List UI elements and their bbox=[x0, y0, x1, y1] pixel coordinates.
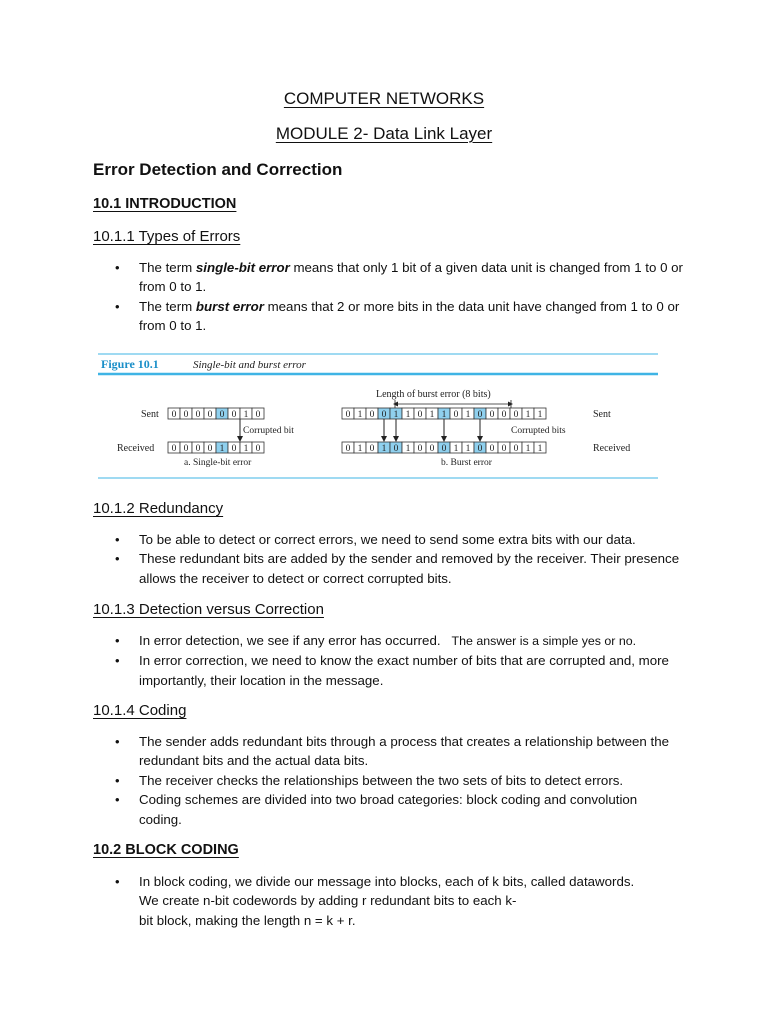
detection-list bbox=[93, 631, 683, 690]
section-coding-heading: 10.1.4 Coding bbox=[93, 702, 187, 719]
list-item: • The term single-bit error means that only 1 bit of a given data unit is changed from 1 to 0 or from 0 to 1. bbox=[93, 258, 683, 297]
burst-arrow-head bbox=[381, 436, 387, 442]
section-block-coding-heading: 10.2 BLOCK CODING bbox=[93, 842, 239, 858]
burst-arrows bbox=[381, 419, 483, 442]
burst-received-bit-value: 0 bbox=[417, 444, 423, 454]
burst-sent-bit-value: 0 bbox=[345, 410, 351, 420]
burst-sent-bit-value: 0 bbox=[501, 410, 507, 420]
burst-received-bit-value: 1 bbox=[453, 444, 459, 454]
figure-10-1 bbox=[93, 350, 665, 482]
single-sent-label: Sent bbox=[141, 409, 159, 420]
single-sent-bit-value: 0 bbox=[183, 410, 189, 420]
burst-received-bit-value: 1 bbox=[405, 444, 411, 454]
burst-sent-bit-value: 0 bbox=[381, 410, 387, 420]
burst-received-bit-value: 0 bbox=[513, 444, 519, 454]
burst-received-bits bbox=[342, 442, 546, 454]
list-item: • In error correction, we need to know the exact number of bits that are corrupted and, more importantly, their location in the message. bbox=[93, 651, 683, 690]
burst-sent-bit-value: 1 bbox=[465, 410, 471, 420]
bullet-line: We create n-bit codewords by adding r redundant bits to each k- bbox=[139, 893, 517, 909]
single-sent-bits bbox=[168, 408, 264, 420]
single-received-bit-value: 0 bbox=[231, 444, 237, 454]
burst-received-bit-value: 0 bbox=[501, 444, 507, 454]
single-sent-bit-value: 0 bbox=[171, 410, 177, 420]
list-item: • In error detection, we see if any error has occurred. The answer is a simple yes or no. bbox=[93, 631, 683, 651]
coding-list bbox=[93, 732, 683, 829]
list-item bbox=[93, 872, 683, 930]
burst-sent-bit-value: 0 bbox=[453, 410, 459, 420]
burst-arrow-head bbox=[477, 436, 483, 442]
list-item: • The sender adds redundant bits through a process that creates a relationship between the redundant bits and the actual data bits. bbox=[93, 732, 683, 771]
module-title: MODULE 2- Data Link Layer bbox=[275, 124, 493, 143]
single-sent-bit-value: 1 bbox=[243, 410, 249, 420]
single-sent-bit-value: 0 bbox=[231, 410, 237, 420]
burst-arrow-head bbox=[393, 436, 399, 442]
section-intro-heading: 10.1 INTRODUCTION bbox=[93, 196, 237, 212]
burst-sent-label: Sent bbox=[593, 409, 611, 420]
single-sent-bit-value: 0 bbox=[219, 410, 225, 420]
single-received-bit-value: 0 bbox=[207, 444, 213, 454]
types-of-errors-list bbox=[93, 258, 683, 336]
burst-length-arrow-left bbox=[393, 402, 398, 407]
bullet-line: bit block, making the length n = k + r. bbox=[139, 912, 356, 928]
burst-received-bit-value: 0 bbox=[441, 444, 447, 454]
burst-received-bit-value: 1 bbox=[465, 444, 471, 454]
list-item: • Coding schemes are divided into two broad categories: block coding and convolution coding. bbox=[93, 790, 683, 829]
burst-received-bit-value: 0 bbox=[393, 444, 399, 454]
burst-length-arrow-right bbox=[508, 402, 513, 407]
single-sent-bit-value: 0 bbox=[207, 410, 213, 420]
figure-caption: Single-bit and burst error bbox=[193, 359, 306, 371]
course-title: COMPUTER NETWORKS bbox=[283, 89, 485, 108]
list-item: • The receiver checks the relationships between the two sets of bits to detect errors. bbox=[93, 771, 683, 790]
single-received-bit-value: 0 bbox=[255, 444, 261, 454]
redundancy-list bbox=[93, 530, 683, 588]
section-detection-heading: 10.1.3 Detection versus Correction bbox=[93, 601, 324, 618]
figure-number: Figure 10.1 bbox=[101, 357, 159, 371]
burst-sent-bit-value: 0 bbox=[477, 410, 483, 420]
burst-sent-bit-value: 0 bbox=[417, 410, 423, 420]
single-sublabel: a. Single-bit error bbox=[184, 458, 252, 468]
single-received-label: Received bbox=[117, 443, 155, 454]
list-item: • These redundant bits are added by the sender and removed by the receiver. Their presence allows the receiver to detect or correct corrupted bits. bbox=[93, 549, 683, 588]
burst-sent-bit-value: 1 bbox=[393, 410, 399, 420]
single-received-bit-value: 1 bbox=[219, 444, 225, 454]
burst-sent-bit-value: 1 bbox=[405, 410, 411, 420]
burst-received-bit-value: 0 bbox=[369, 444, 375, 454]
single-sent-bit-value: 0 bbox=[195, 410, 201, 420]
section-redundancy-heading: 10.1.2 Redundancy bbox=[93, 500, 224, 517]
single-corrupted-label: Corrupted bit bbox=[243, 426, 294, 436]
burst-received-bit-value: 0 bbox=[345, 444, 351, 454]
burst-arrow-head bbox=[441, 436, 447, 442]
burst-received-bit-value: 1 bbox=[525, 444, 531, 454]
burst-sent-bit-value: 1 bbox=[441, 410, 447, 420]
burst-sublabel: b. Burst error bbox=[441, 458, 492, 468]
burst-received-bit-value: 1 bbox=[381, 444, 387, 454]
list-item: • To be able to detect or correct errors, we need to send some extra bits with our data. bbox=[93, 530, 683, 549]
single-received-bit-value: 1 bbox=[243, 444, 249, 454]
section-types-heading: 10.1.1 Types of Errors bbox=[93, 228, 241, 245]
single-received-bits bbox=[168, 442, 264, 454]
burst-sent-bits bbox=[342, 408, 546, 420]
burst-sent-bit-value: 0 bbox=[513, 410, 519, 420]
list-item: • The term burst error means that 2 or more bits in the data unit have changed from 1 to 0 or from 0 to 1. bbox=[93, 297, 683, 336]
block-coding-list bbox=[93, 872, 683, 930]
single-received-bit-value: 0 bbox=[183, 444, 189, 454]
bullet-line: • In block coding, we divide our message into blocks, each of k bits, called datawords. bbox=[139, 874, 635, 889]
burst-sent-bit-value: 0 bbox=[369, 410, 375, 420]
burst-sent-bit-value: 1 bbox=[357, 410, 363, 420]
burst-received-label: Received bbox=[593, 443, 631, 454]
burst-corrupted-label: Corrupted bits bbox=[511, 426, 566, 436]
single-received-bit-value: 0 bbox=[195, 444, 201, 454]
burst-sent-bit-value: 0 bbox=[489, 410, 495, 420]
single-sent-bit-value: 0 bbox=[255, 410, 261, 420]
burst-received-bit-value: 0 bbox=[477, 444, 483, 454]
burst-received-bit-value: 1 bbox=[357, 444, 363, 454]
burst-sent-bit-value: 1 bbox=[525, 410, 531, 420]
burst-sent-bit-value: 1 bbox=[537, 410, 543, 420]
burst-sent-bit-value: 1 bbox=[429, 410, 435, 420]
single-received-bit-value: 0 bbox=[171, 444, 177, 454]
single-arrow-head bbox=[237, 436, 243, 442]
burst-received-bit-value: 0 bbox=[429, 444, 435, 454]
topic-heading: Error Detection and Correction bbox=[93, 160, 343, 179]
burst-received-bit-value: 1 bbox=[537, 444, 543, 454]
burst-received-bit-value: 0 bbox=[489, 444, 495, 454]
burst-length-label: Length of burst error (8 bits) bbox=[376, 389, 491, 400]
